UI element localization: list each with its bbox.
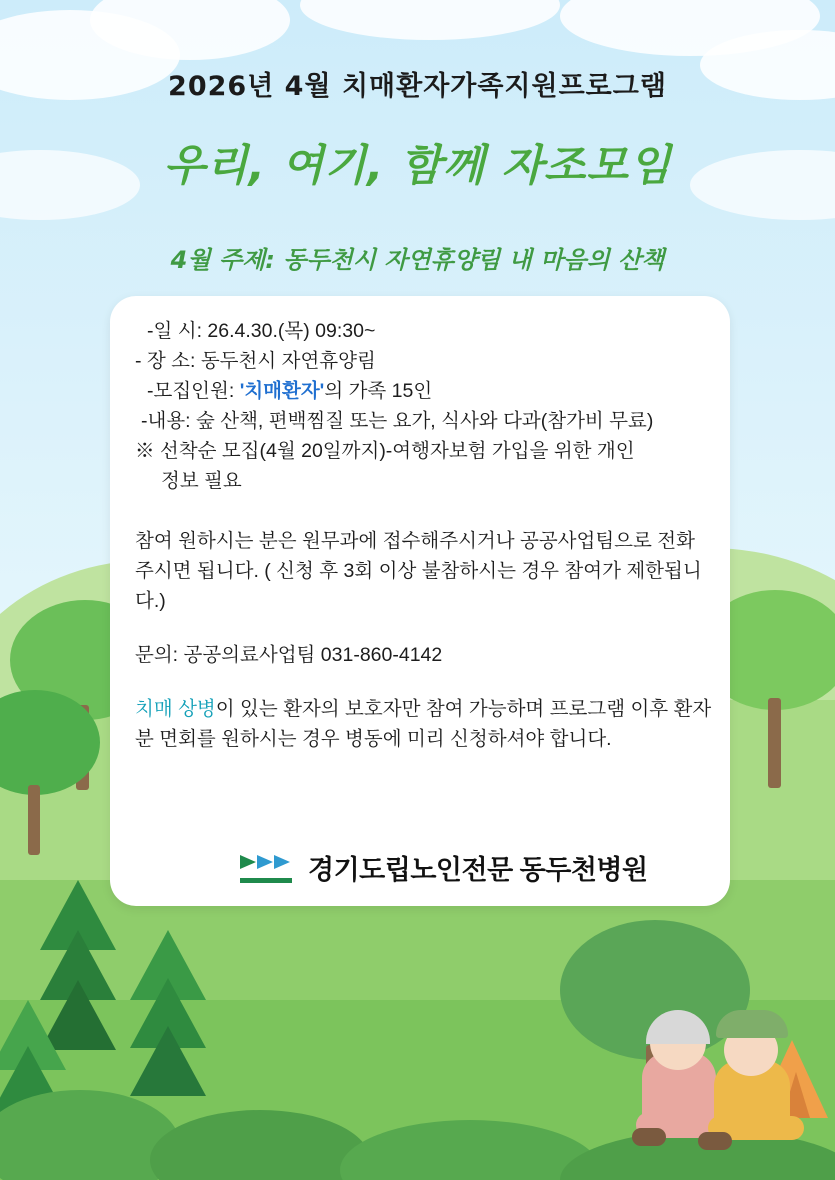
hospital-name: 경기도립노인전문 동두천병원 bbox=[308, 855, 648, 885]
registration-paragraph: 참여 원하시는 분은 원무과에 접수해주시거나 공공사업팀으로 전화 주시면 됩니다. ( 신청 후 3회 이상 불참하시는 경우 참여가 제한됩니다.) bbox=[135, 530, 702, 612]
hospital-logo bbox=[240, 848, 648, 887]
eligibility-rest: 이 있는 환자의 보호자만 참여 가능하며 프로그램 이후 환자분 면회를 원하시는 경우 병동에 미리 신청하셔야 합니다. bbox=[135, 698, 712, 750]
detail-location: - 장 소: 동두천시 자연휴양림 bbox=[135, 350, 376, 372]
spacer bbox=[135, 496, 715, 526]
conifer-tree bbox=[130, 930, 210, 1130]
capacity-highlight: '치매환자' bbox=[239, 380, 325, 402]
eligibility-paragraph bbox=[135, 694, 715, 754]
spacer bbox=[135, 670, 715, 694]
monthly-theme: 4월 주제: 동두천시 자연휴양림 내 마음의 산책 bbox=[170, 246, 665, 274]
capacity-suffix: 의 가족 15인 bbox=[324, 380, 433, 402]
spacer bbox=[135, 616, 715, 640]
tree-shape bbox=[0, 690, 100, 850]
detail-notice bbox=[135, 436, 715, 496]
capacity-prefix: -모집인원: bbox=[147, 380, 240, 402]
program-details bbox=[135, 316, 715, 754]
program-name: 우리, 여기, 함께 자조모임 bbox=[163, 141, 672, 191]
elderly-couple-illustration bbox=[636, 1008, 826, 1158]
detail-capacity bbox=[135, 376, 715, 406]
contact-line: 문의: 공공의료사업팀 031-860-4142 bbox=[135, 644, 443, 666]
detail-content: -내용: 숲 산책, 편백찜질 또는 요가, 식사와 다과(참가비 무료) bbox=[141, 410, 654, 432]
detail-datetime: -일 시: 26.4.30.(목) 09:30~ bbox=[147, 320, 376, 342]
eligibility-highlight: 치매 상병 bbox=[135, 698, 216, 720]
notice-line-2: 정보 필요 bbox=[161, 470, 242, 492]
notice-line-1: ※ 선착순 모집(4월 20일까지)-여행자보험 가입을 위한 개인 bbox=[135, 440, 635, 462]
chevron-logo-icon bbox=[240, 853, 294, 883]
page-title: 2026년 4월 치매환자가족지원프로그램 bbox=[168, 71, 667, 102]
